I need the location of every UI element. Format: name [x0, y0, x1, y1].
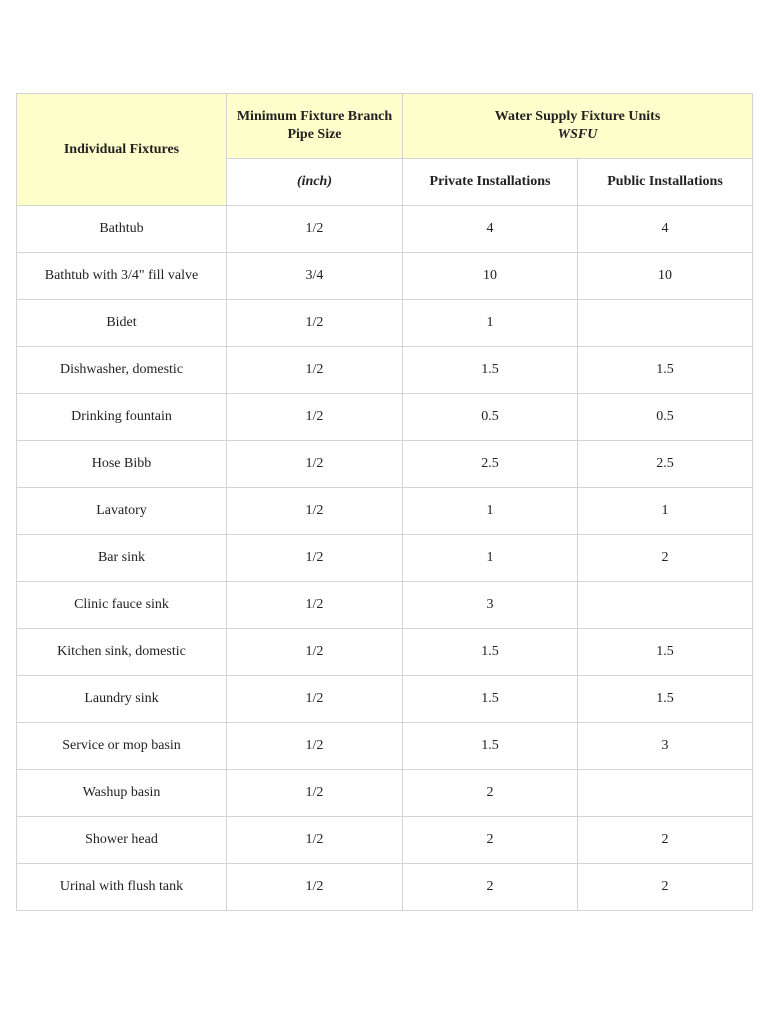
- cell-pipe-size: 1/2: [227, 582, 403, 629]
- cell-pipe-size: 1/2: [227, 535, 403, 582]
- header-min-branch-pipe-size: Minimum Fixture Branch Pipe Size: [227, 94, 403, 159]
- cell-fixture: Drinking fountain: [17, 394, 227, 441]
- header-public-installations: Public Installations: [578, 159, 753, 206]
- cell-private-wsfu: 2: [403, 770, 578, 817]
- cell-pipe-size: 1/2: [227, 770, 403, 817]
- cell-private-wsfu: 2.5: [403, 441, 578, 488]
- header-wsfu-abbrev: WSFU: [557, 127, 598, 142]
- cell-public-wsfu: 1.5: [578, 347, 753, 394]
- table-row: [17, 394, 753, 441]
- cell-pipe-size: 1/2: [227, 441, 403, 488]
- cell-pipe-size: 1/2: [227, 347, 403, 394]
- cell-private-wsfu: 2: [403, 817, 578, 864]
- cell-public-wsfu: [578, 582, 753, 629]
- header-wsfu-title: Water Supply Fixture Units: [494, 109, 661, 124]
- cell-private-wsfu: 1.5: [403, 347, 578, 394]
- cell-public-wsfu: 1.5: [578, 629, 753, 676]
- header-unit-inch: (inch): [227, 159, 403, 206]
- cell-fixture: Dishwasher, domestic: [17, 347, 227, 394]
- cell-private-wsfu: 1: [403, 535, 578, 582]
- fixture-units-table-container: [16, 93, 752, 911]
- cell-private-wsfu: 1.5: [403, 723, 578, 770]
- cell-private-wsfu: 1.5: [403, 676, 578, 723]
- cell-pipe-size: 1/2: [227, 488, 403, 535]
- cell-public-wsfu: 4: [578, 206, 753, 253]
- cell-pipe-size: 1/2: [227, 206, 403, 253]
- table-row: [17, 723, 753, 770]
- cell-private-wsfu: 0.5: [403, 394, 578, 441]
- cell-private-wsfu: 1: [403, 300, 578, 347]
- cell-public-wsfu: 2: [578, 535, 753, 582]
- cell-fixture: Bar sink: [17, 535, 227, 582]
- cell-fixture: Lavatory: [17, 488, 227, 535]
- table-row: [17, 347, 753, 394]
- cell-private-wsfu: 2: [403, 864, 578, 911]
- cell-fixture: Urinal with flush tank: [17, 864, 227, 911]
- cell-private-wsfu: 4: [403, 206, 578, 253]
- cell-private-wsfu: 10: [403, 253, 578, 300]
- table-row: [17, 582, 753, 629]
- header-wsfu: [403, 94, 753, 159]
- table-row: [17, 770, 753, 817]
- cell-pipe-size: 1/2: [227, 629, 403, 676]
- cell-public-wsfu: 2.5: [578, 441, 753, 488]
- cell-fixture: Service or mop basin: [17, 723, 227, 770]
- cell-private-wsfu: 1: [403, 488, 578, 535]
- cell-pipe-size: 1/2: [227, 723, 403, 770]
- cell-pipe-size: 1/2: [227, 817, 403, 864]
- cell-public-wsfu: 2: [578, 817, 753, 864]
- fixture-units-table: [16, 93, 753, 911]
- table-row: [17, 864, 753, 911]
- cell-fixture: Bathtub with 3/4" fill valve: [17, 253, 227, 300]
- table-row: [17, 629, 753, 676]
- cell-pipe-size: 1/2: [227, 394, 403, 441]
- table-row: [17, 206, 753, 253]
- table-row: [17, 441, 753, 488]
- cell-public-wsfu: 2: [578, 864, 753, 911]
- cell-pipe-size: 3/4: [227, 253, 403, 300]
- cell-fixture: Hose Bibb: [17, 441, 227, 488]
- cell-private-wsfu: 3: [403, 582, 578, 629]
- cell-fixture: Shower head: [17, 817, 227, 864]
- table-row: [17, 535, 753, 582]
- cell-fixture: Washup basin: [17, 770, 227, 817]
- table-body: [17, 206, 753, 911]
- cell-public-wsfu: 1.5: [578, 676, 753, 723]
- cell-public-wsfu: 1: [578, 488, 753, 535]
- table-row: [17, 817, 753, 864]
- cell-fixture: Clinic fauce sink: [17, 582, 227, 629]
- header-individual-fixtures: Individual Fixtures: [17, 94, 227, 206]
- cell-fixture: Laundry sink: [17, 676, 227, 723]
- cell-pipe-size: 1/2: [227, 864, 403, 911]
- table-header: [17, 94, 753, 206]
- cell-public-wsfu: 10: [578, 253, 753, 300]
- cell-fixture: Bathtub: [17, 206, 227, 253]
- cell-fixture: Bidet: [17, 300, 227, 347]
- table-row: [17, 488, 753, 535]
- cell-pipe-size: 1/2: [227, 300, 403, 347]
- cell-private-wsfu: 1.5: [403, 629, 578, 676]
- header-row-top: [17, 94, 753, 159]
- cell-public-wsfu: [578, 300, 753, 347]
- cell-public-wsfu: 0.5: [578, 394, 753, 441]
- cell-public-wsfu: 3: [578, 723, 753, 770]
- table-row: [17, 300, 753, 347]
- cell-fixture: Kitchen sink, domestic: [17, 629, 227, 676]
- header-private-installations: Private Installations: [403, 159, 578, 206]
- table-row: [17, 253, 753, 300]
- cell-public-wsfu: [578, 770, 753, 817]
- cell-pipe-size: 1/2: [227, 676, 403, 723]
- table-row: [17, 676, 753, 723]
